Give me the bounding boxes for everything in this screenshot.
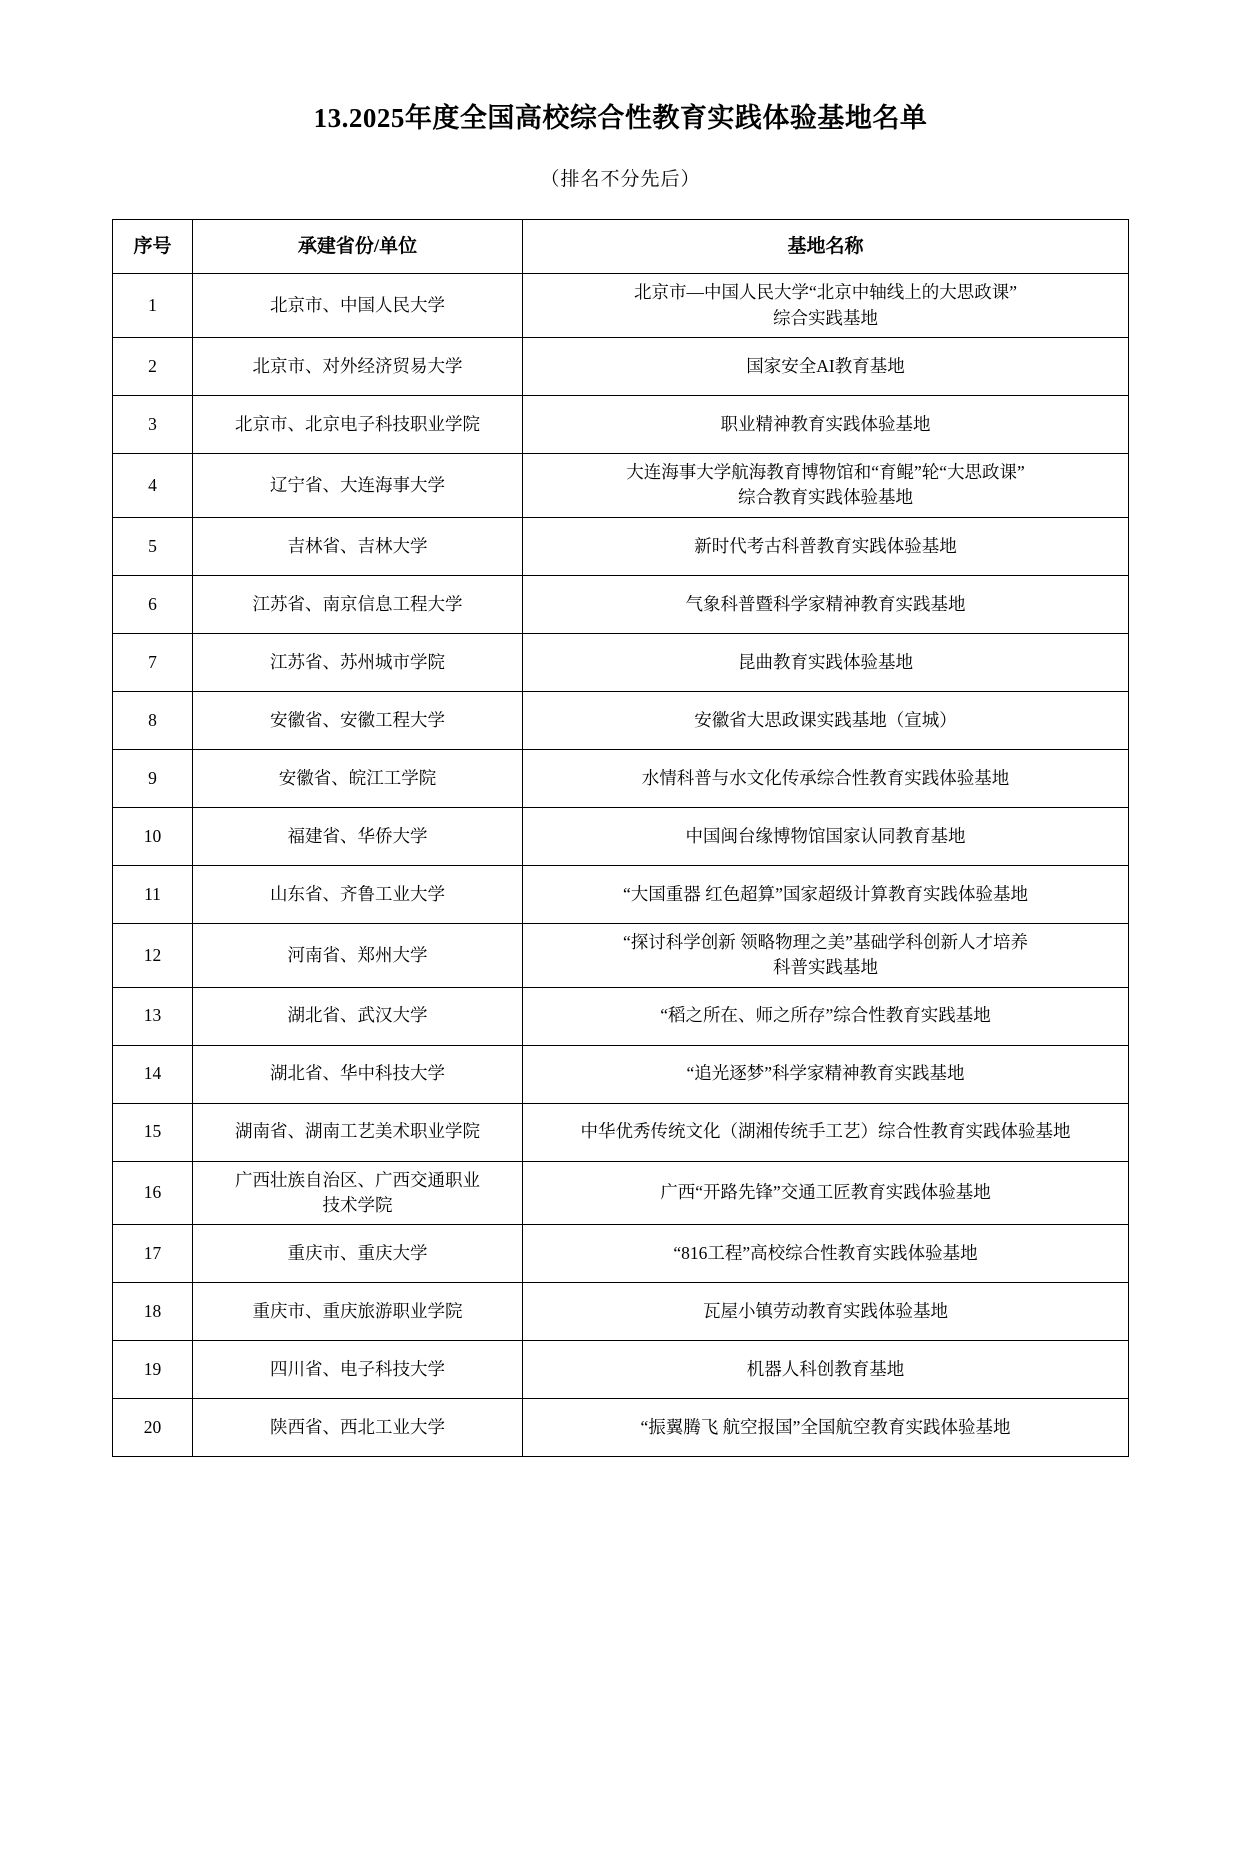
cell-base-name: 机器人科创教育基地 bbox=[523, 1341, 1129, 1399]
cell-index: 14 bbox=[113, 1045, 193, 1103]
cell-index: 4 bbox=[113, 454, 193, 518]
cell-unit: 湖北省、武汉大学 bbox=[193, 987, 523, 1045]
document-page bbox=[0, 100, 1241, 1854]
cell-unit: 广西壮族自治区、广西交通职业 技术学院 bbox=[193, 1161, 523, 1225]
cell-index: 7 bbox=[113, 633, 193, 691]
page-title: 13.2025年度全国高校综合性教育实践体验基地名单 bbox=[313, 103, 928, 133]
table-row bbox=[113, 274, 1129, 338]
cell-base-name: “816工程”高校综合性教育实践体验基地 bbox=[523, 1225, 1129, 1283]
cell-base-name: “探讨科学创新 领略物理之美”基础学科创新人才培养 科普实践基地 bbox=[523, 923, 1129, 987]
cell-index: 10 bbox=[113, 807, 193, 865]
cell-unit: 安徽省、安徽工程大学 bbox=[193, 691, 523, 749]
column-header-base: 基地名称 bbox=[523, 219, 1129, 274]
table-row bbox=[113, 1045, 1129, 1103]
cell-unit: 湖南省、湖南工艺美术职业学院 bbox=[193, 1103, 523, 1161]
table-row bbox=[113, 923, 1129, 987]
cell-index: 18 bbox=[113, 1283, 193, 1341]
table-row bbox=[113, 575, 1129, 633]
cell-base-name: 职业精神教育实践体验基地 bbox=[523, 396, 1129, 454]
cell-unit: 山东省、齐鲁工业大学 bbox=[193, 865, 523, 923]
table-row bbox=[113, 749, 1129, 807]
cell-unit: 陕西省、西北工业大学 bbox=[193, 1399, 523, 1457]
table-row bbox=[113, 865, 1129, 923]
cell-base-name: “大国重器 红色超算”国家超级计算教育实践体验基地 bbox=[523, 865, 1129, 923]
cell-base-name: 水情科普与水文化传承综合性教育实践体验基地 bbox=[523, 749, 1129, 807]
table-row bbox=[113, 1225, 1129, 1283]
table-row bbox=[113, 454, 1129, 518]
cell-index: 15 bbox=[113, 1103, 193, 1161]
cell-unit: 辽宁省、大连海事大学 bbox=[193, 454, 523, 518]
table-row bbox=[113, 1341, 1129, 1399]
table-body bbox=[113, 274, 1129, 1457]
cell-unit: 重庆市、重庆旅游职业学院 bbox=[193, 1283, 523, 1341]
cell-base-name: “振翼腾飞 航空报国”全国航空教育实践体验基地 bbox=[523, 1399, 1129, 1457]
cell-index: 12 bbox=[113, 923, 193, 987]
cell-base-name: 国家安全AI教育基地 bbox=[523, 338, 1129, 396]
cell-index: 9 bbox=[113, 749, 193, 807]
cell-base-name: 北京市—中国人民大学“北京中轴线上的大思政课” 综合实践基地 bbox=[523, 274, 1129, 338]
cell-unit: 福建省、华侨大学 bbox=[193, 807, 523, 865]
cell-index: 20 bbox=[113, 1399, 193, 1457]
cell-base-name: 大连海事大学航海教育博物馆和“育鲲”轮“大思政课” 综合教育实践体验基地 bbox=[523, 454, 1129, 518]
cell-base-name: 昆曲教育实践体验基地 bbox=[523, 633, 1129, 691]
table-row bbox=[113, 691, 1129, 749]
cell-base-name: 瓦屋小镇劳动教育实践体验基地 bbox=[523, 1283, 1129, 1341]
cell-base-name: 中国闽台缘博物馆国家认同教育基地 bbox=[523, 807, 1129, 865]
table-row bbox=[113, 633, 1129, 691]
cell-unit: 北京市、北京电子科技职业学院 bbox=[193, 396, 523, 454]
table-row bbox=[113, 396, 1129, 454]
cell-index: 2 bbox=[113, 338, 193, 396]
cell-base-name: 新时代考古科普教育实践体验基地 bbox=[523, 517, 1129, 575]
cell-index: 17 bbox=[113, 1225, 193, 1283]
table-header-row bbox=[113, 219, 1129, 274]
cell-base-name: “追光逐梦”科学家精神教育实践基地 bbox=[523, 1045, 1129, 1103]
cell-index: 1 bbox=[113, 274, 193, 338]
cell-unit: 湖北省、华中科技大学 bbox=[193, 1045, 523, 1103]
cell-index: 19 bbox=[113, 1341, 193, 1399]
table-row bbox=[113, 1283, 1129, 1341]
cell-base-name: “稻之所在、师之所存”综合性教育实践基地 bbox=[523, 987, 1129, 1045]
cell-index: 8 bbox=[113, 691, 193, 749]
cell-base-name: 安徽省大思政课实践基地（宣城） bbox=[523, 691, 1129, 749]
cell-unit: 北京市、对外经济贸易大学 bbox=[193, 338, 523, 396]
cell-base-name: 中华优秀传统文化（湖湘传统手工艺）综合性教育实践体验基地 bbox=[523, 1103, 1129, 1161]
cell-base-name: 气象科普暨科学家精神教育实践基地 bbox=[523, 575, 1129, 633]
cell-unit: 北京市、中国人民大学 bbox=[193, 274, 523, 338]
cell-index: 11 bbox=[113, 865, 193, 923]
cell-index: 6 bbox=[113, 575, 193, 633]
cell-index: 5 bbox=[113, 517, 193, 575]
cell-index: 3 bbox=[113, 396, 193, 454]
table-row bbox=[113, 807, 1129, 865]
table-row bbox=[113, 1103, 1129, 1161]
table-header bbox=[113, 219, 1129, 274]
cell-unit: 江苏省、南京信息工程大学 bbox=[193, 575, 523, 633]
cell-unit: 江苏省、苏州城市学院 bbox=[193, 633, 523, 691]
table-row bbox=[113, 517, 1129, 575]
base-list-table bbox=[112, 219, 1129, 1458]
column-header-index: 序号 bbox=[113, 219, 193, 274]
cell-unit: 安徽省、皖江工学院 bbox=[193, 749, 523, 807]
cell-index: 16 bbox=[113, 1161, 193, 1225]
column-header-unit: 承建省份/单位 bbox=[193, 219, 523, 274]
table-row bbox=[113, 338, 1129, 396]
cell-base-name: 广西“开路先锋”交通工匠教育实践体验基地 bbox=[523, 1161, 1129, 1225]
cell-index: 13 bbox=[113, 987, 193, 1045]
table-row bbox=[113, 987, 1129, 1045]
cell-unit: 重庆市、重庆大学 bbox=[193, 1225, 523, 1283]
cell-unit: 四川省、电子科技大学 bbox=[193, 1341, 523, 1399]
table-row bbox=[113, 1399, 1129, 1457]
cell-unit: 吉林省、吉林大学 bbox=[193, 517, 523, 575]
page-subtitle: （排名不分先后） bbox=[540, 168, 701, 190]
table-row bbox=[113, 1161, 1129, 1225]
cell-unit: 河南省、郑州大学 bbox=[193, 923, 523, 987]
